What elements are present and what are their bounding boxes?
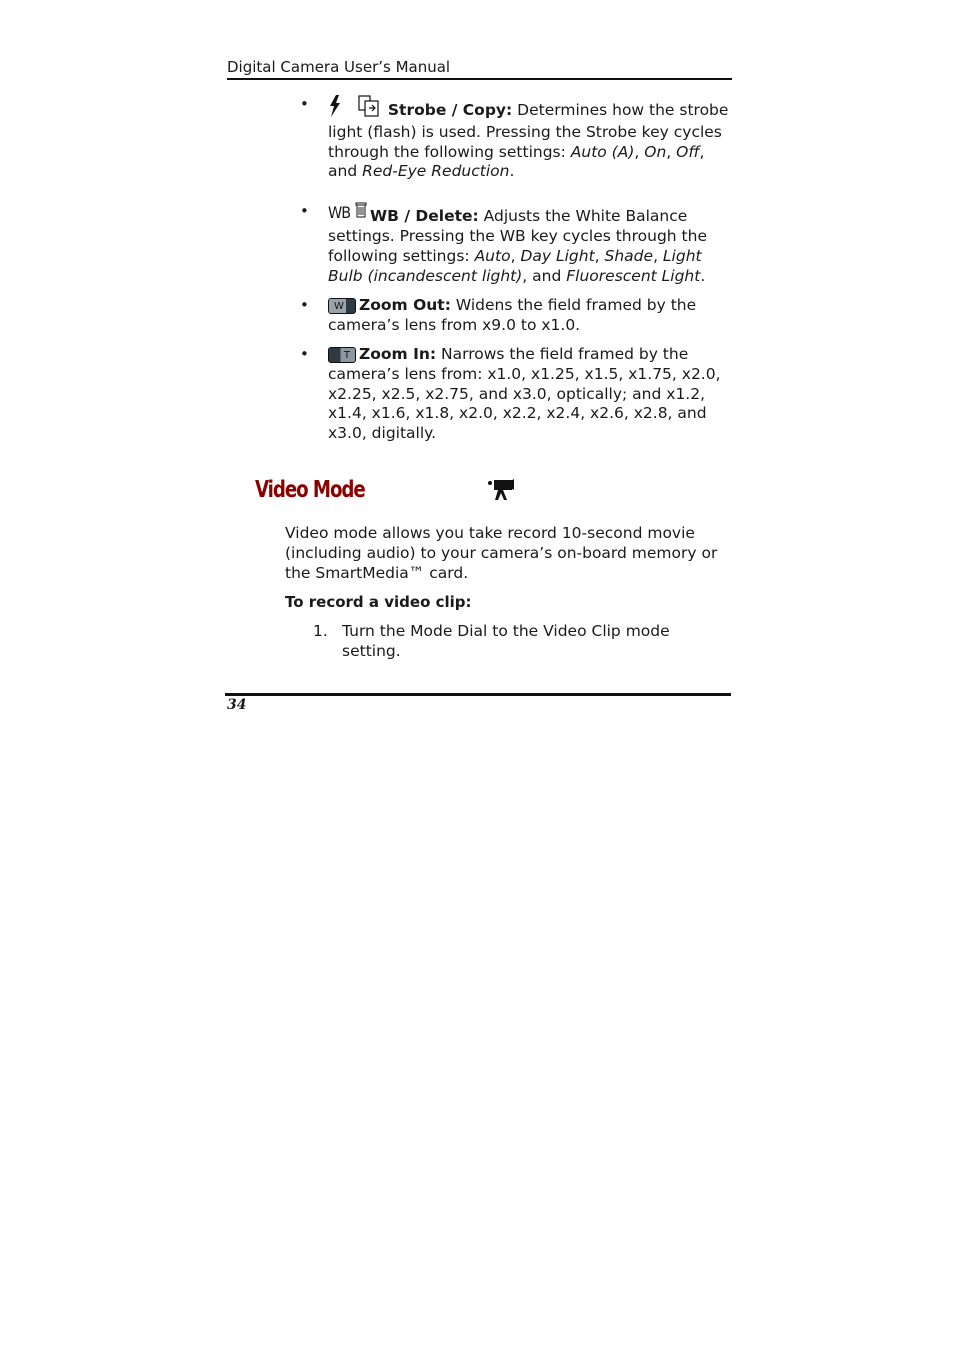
separator: , and <box>522 266 567 285</box>
bullet: • <box>300 344 309 363</box>
section-intro: Video mode allows you take record 10-second movie (including audio) to your camera’s on-board memory or the SmartMedia™ card. <box>285 524 718 582</box>
flash-icon <box>328 95 342 123</box>
setting-option: Off <box>676 142 700 161</box>
setting-option: Auto <box>474 246 511 265</box>
item-label: WB / Delete: <box>370 207 479 226</box>
bullet: • <box>300 296 309 315</box>
video-camera-icon <box>487 478 515 504</box>
item-label: Strobe / Copy: <box>387 101 513 119</box>
bullet: • <box>300 95 309 113</box>
separator: , <box>510 246 521 265</box>
separator: , <box>594 246 605 265</box>
item-label: Zoom In: <box>359 344 437 363</box>
footer-rule <box>225 693 731 696</box>
step-text: Turn the Mode Dial to the Video Clip mode setting. <box>342 622 670 660</box>
running-header <box>227 58 732 80</box>
page-number: 34 <box>227 697 247 713</box>
setting-option: Light Bulb (incandescent light) <box>328 246 702 285</box>
step-number: 1. <box>313 622 328 640</box>
white-balance-icon: WB <box>328 203 351 223</box>
list-item-wb-delete <box>300 202 730 286</box>
separator: , <box>634 142 645 161</box>
zoom-in-key-icon: T <box>328 347 356 363</box>
item-text: Narrows the field framed by the camera’s lens from: x1.0, x1.25, x1.5, x1.75, x2.0, x2.25, x2.5, x2.75, and x3.0, optically; and x1.2, x1.4, x1.6, x1.8, x2.0, x2.2, x2.4, x2.6, x2.8, and x3.0, digitally. <box>328 344 721 443</box>
list-item-zoom-in <box>300 345 730 444</box>
list-item-strobe-copy <box>300 95 730 182</box>
item-label: Zoom Out: <box>359 296 451 315</box>
button-function-list <box>300 95 730 444</box>
procedure-heading: To record a video clip: <box>285 593 472 611</box>
separator: , <box>653 246 663 265</box>
setting-option: Shade <box>604 246 654 265</box>
manual-title: Digital Camera User’s Manual <box>227 58 451 76</box>
item-text: Widens the field framed by the camera’s lens from x9.0 to x1.0. <box>328 296 697 335</box>
separator: , <box>666 142 677 161</box>
trash-icon <box>355 202 367 224</box>
separator: , and <box>328 142 705 181</box>
setting-option: Day Light <box>520 246 595 265</box>
setting-option: Fluorescent Light <box>566 266 701 285</box>
separator: . <box>700 266 706 285</box>
zoom-out-key-icon: W <box>328 298 356 314</box>
setting-option: Red-Eye Reduction <box>362 162 510 181</box>
copy-icon <box>358 95 380 123</box>
item-text: Adjusts the White Balance settings. Pressing the WB key cycles through the following settings: <box>328 207 707 265</box>
section-title: Video Mode <box>255 477 365 503</box>
item-text: Determines how the strobe light (flash) is used. Pressing the Strobe key cycles through the following settings: <box>328 101 729 161</box>
setting-option: On <box>644 142 667 161</box>
setting-option: Auto (A) <box>570 142 635 161</box>
list-item-zoom-out <box>300 296 730 336</box>
bullet: • <box>300 202 309 221</box>
separator: . <box>509 162 515 181</box>
